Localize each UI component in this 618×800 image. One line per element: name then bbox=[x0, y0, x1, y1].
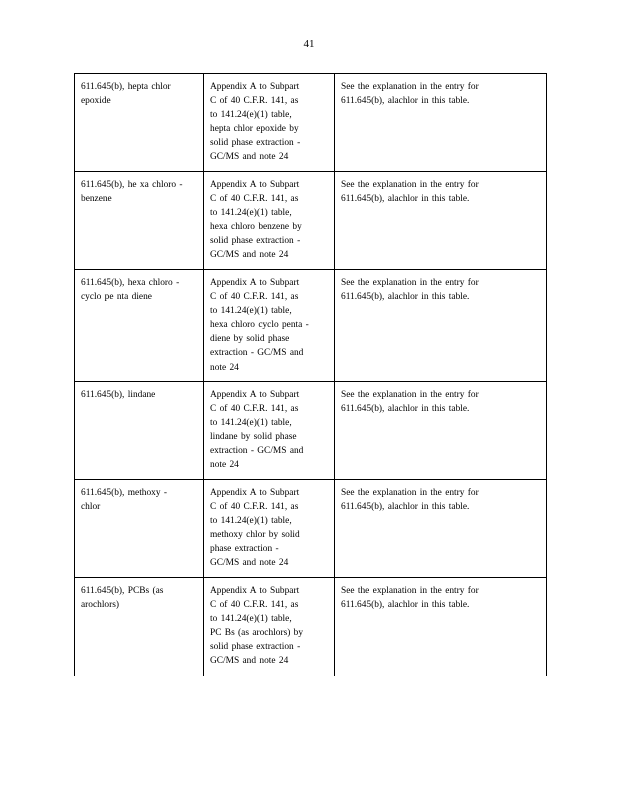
table-row bbox=[75, 270, 547, 382]
comment-cell: See the explanation in the entry for 611.645(b), alachlor in this table. bbox=[335, 74, 547, 172]
method-cell: Appendix A to Subpart C of 40 C.F.R. 141, as to 141.24(e)(1) table, hexa chloro benzene by solid phase extraction - GC/MS and note 24 bbox=[204, 172, 335, 270]
section-cell: 611.645(b), hexa chloro - cyclo pe nta diene bbox=[75, 270, 204, 382]
table-row bbox=[75, 172, 547, 270]
section-cell: 611.645(b), methoxy - chlor bbox=[75, 480, 204, 578]
page-number: 41 bbox=[303, 38, 315, 50]
table-row bbox=[75, 480, 547, 578]
regulation-table bbox=[74, 73, 547, 676]
section-cell: 611.645(b), he xa chloro - benzene bbox=[75, 172, 204, 270]
method-cell: Appendix A to Subpart C of 40 C.F.R. 141, as to 141.24(e)(1) table, hepta chlor epoxide by solid phase extraction - GC/MS and note 24 bbox=[204, 74, 335, 172]
table-row bbox=[75, 382, 547, 480]
table-row bbox=[75, 578, 547, 676]
comment-cell: See the explanation in the entry for 611.645(b), alachlor in this table. bbox=[335, 578, 547, 676]
method-cell: Appendix A to Subpart C of 40 C.F.R. 141, as to 141.24(e)(1) table, hexa chloro cyclo penta - diene by solid phase extraction - GC/MS and note 24 bbox=[204, 270, 335, 382]
comment-cell: See the explanation in the entry for 611.645(b), alachlor in this table. bbox=[335, 480, 547, 578]
section-cell: 611.645(b), PCBs (as arochlors) bbox=[75, 578, 204, 676]
comment-cell: See the explanation in the entry for 611.645(b), alachlor in this table. bbox=[335, 270, 547, 382]
comment-cell: See the explanation in the entry for 611.645(b), alachlor in this table. bbox=[335, 172, 547, 270]
table-row bbox=[75, 74, 547, 172]
section-cell: 611.645(b), lindane bbox=[75, 382, 204, 480]
comment-cell: See the explanation in the entry for 611.645(b), alachlor in this table. bbox=[335, 382, 547, 480]
section-cell: 611.645(b), hepta chlor epoxide bbox=[75, 74, 204, 172]
method-cell: Appendix A to Subpart C of 40 C.F.R. 141, as to 141.24(e)(1) table, lindane by solid phase extraction - GC/MS and note 24 bbox=[204, 382, 335, 480]
method-cell: Appendix A to Subpart C of 40 C.F.R. 141, as to 141.24(e)(1) table, PC Bs (as arochlors) by solid phase extraction - GC/MS and note 24 bbox=[204, 578, 335, 676]
method-cell: Appendix A to Subpart C of 40 C.F.R. 141, as to 141.24(e)(1) table, methoxy chlor by solid phase extraction - GC/MS and note 24 bbox=[204, 480, 335, 578]
